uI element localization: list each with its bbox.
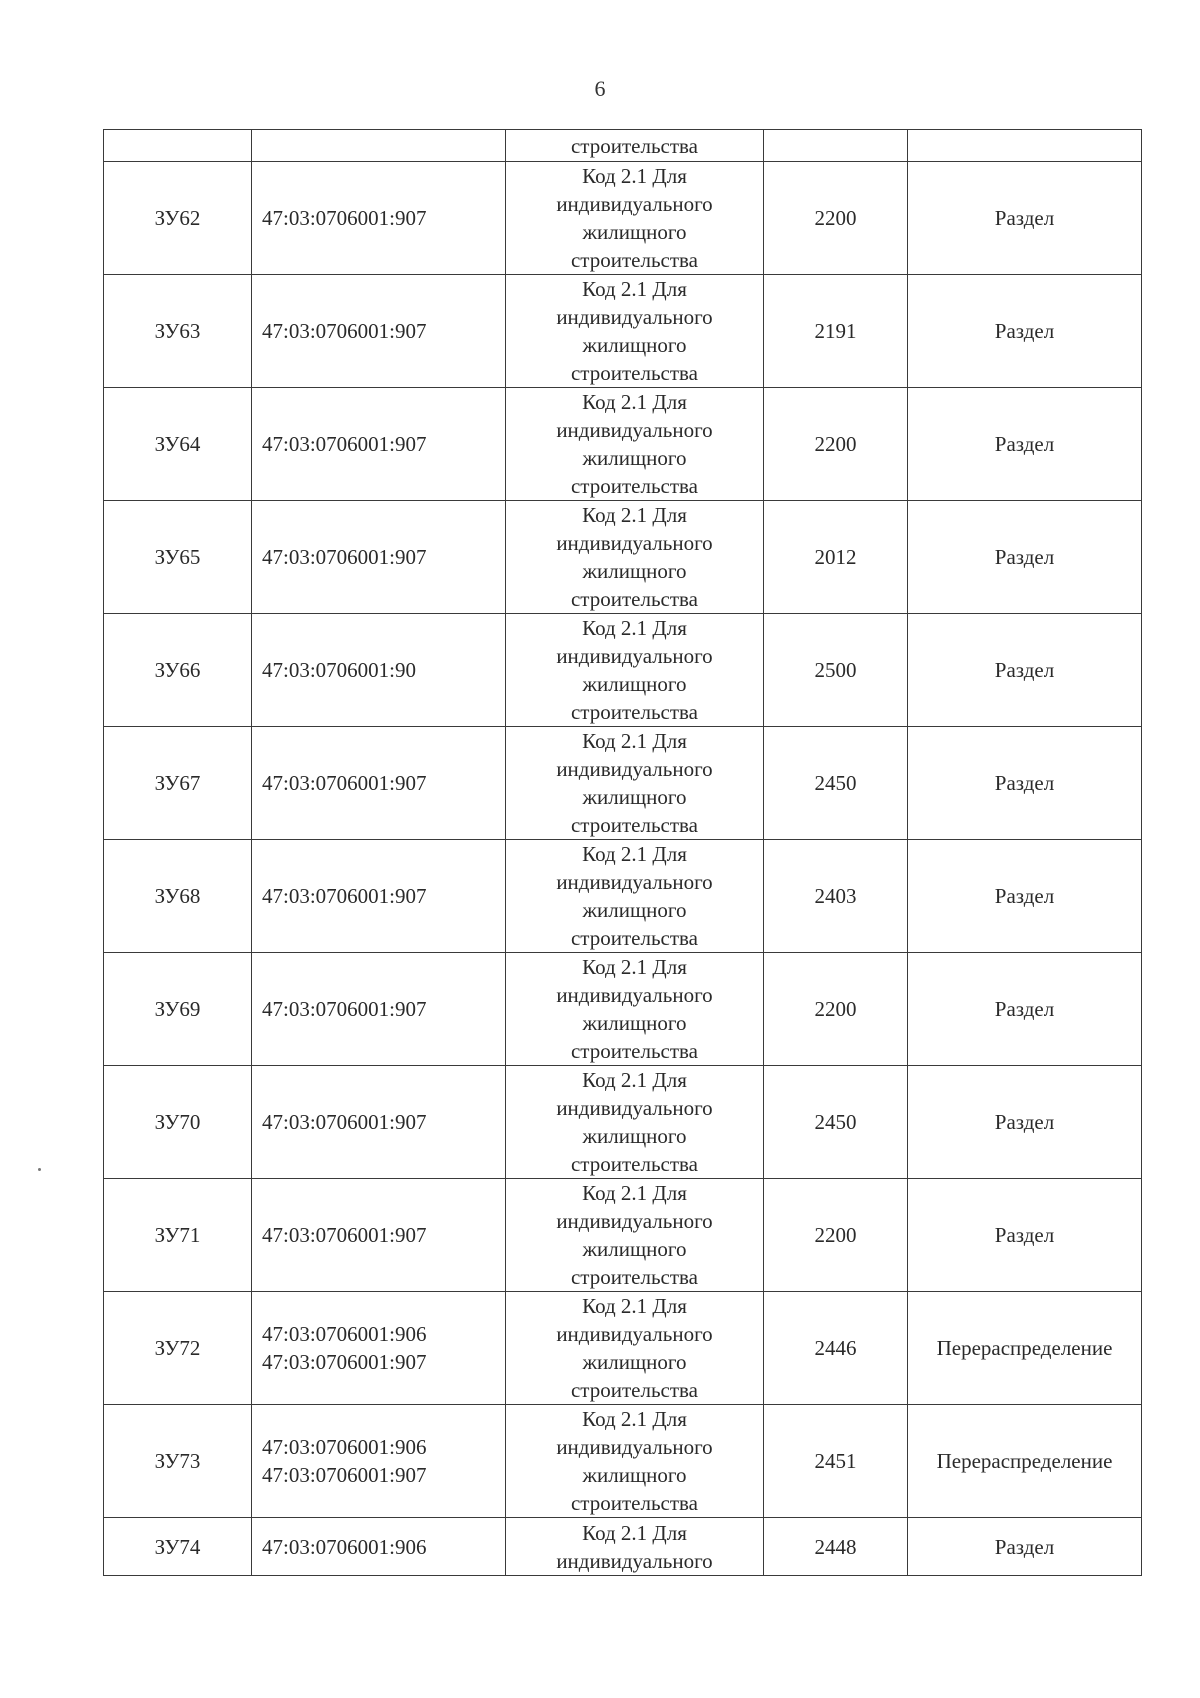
cell-area: 2200 [764, 388, 908, 501]
cell-area: 2191 [764, 275, 908, 388]
cell-permitted-use: Код 2.1 Для индивидуального жилищного строительства [506, 614, 764, 727]
cadastral-number: 47:03:0706001:907 [262, 206, 427, 230]
cadastral-number: 47:03:0706001:907 [262, 1223, 427, 1247]
cell-plot-code: ЗУ68 [104, 840, 252, 953]
cell-permitted-use: Код 2.1 Для индивидуального жилищного строительства [506, 727, 764, 840]
cell-area: 2448 [764, 1518, 908, 1576]
table-row [104, 953, 1142, 1066]
cell-cadastral-number [252, 1066, 506, 1179]
cell-formation-method: Раздел [908, 501, 1142, 614]
table-row [104, 388, 1142, 501]
cell-cadastral-number [252, 1179, 506, 1292]
cell-plot-code: ЗУ73 [104, 1405, 252, 1518]
table-row [104, 1066, 1142, 1179]
cell-area: 2500 [764, 614, 908, 727]
cell-area: 2451 [764, 1405, 908, 1518]
table-row [104, 162, 1142, 275]
cadastral-number: 47:03:0706001:907 [262, 319, 427, 343]
cell-permitted-use: Код 2.1 Для индивидуального жилищного строительства [506, 501, 764, 614]
cell-area: 2200 [764, 1179, 908, 1292]
cell-cadastral-number [252, 275, 506, 388]
cadastral-number: 47:03:0706001:90 [262, 658, 417, 682]
table-row [104, 1179, 1142, 1292]
cell-cadastral-number [252, 388, 506, 501]
cell-cadastral-number [252, 1518, 506, 1576]
cell-formation-method: Раздел [908, 614, 1142, 727]
cell-formation-method: Раздел [908, 388, 1142, 501]
cell-plot-code [104, 130, 252, 162]
land-plots-table-container [103, 129, 1141, 1576]
cell-plot-code: ЗУ69 [104, 953, 252, 1066]
cadastral-number: 47:03:0706001:906 [262, 1435, 427, 1459]
cadastral-number: 47:03:0706001:907 [262, 884, 427, 908]
cell-cadastral-number [252, 953, 506, 1066]
cell-plot-code: ЗУ70 [104, 1066, 252, 1179]
cell-permitted-use: Код 2.1 Для индивидуального жилищного строительства [506, 275, 764, 388]
cell-plot-code: ЗУ62 [104, 162, 252, 275]
cell-cadastral-number [252, 840, 506, 953]
table-row [104, 840, 1142, 953]
cell-formation-method: Раздел [908, 1179, 1142, 1292]
table-row [104, 275, 1142, 388]
cell-permitted-use: Код 2.1 Для индивидуального жилищного строительства [506, 162, 764, 275]
cell-area: 2450 [764, 727, 908, 840]
cell-formation-method: Раздел [908, 275, 1142, 388]
cell-permitted-use: Код 2.1 Для индивидуального жилищного строительства [506, 840, 764, 953]
cell-plot-code: ЗУ67 [104, 727, 252, 840]
cell-area: 2403 [764, 840, 908, 953]
cell-cadastral-number [252, 501, 506, 614]
cell-formation-method [908, 130, 1142, 162]
cell-permitted-use: Код 2.1 Для индивидуального жилищного строительства [506, 1292, 764, 1405]
cell-cadastral-number [252, 162, 506, 275]
cell-area: 2200 [764, 162, 908, 275]
cadastral-number: 47:03:0706001:906 [262, 1322, 427, 1346]
cell-formation-method: Раздел [908, 840, 1142, 953]
cell-formation-method: Перераспределение [908, 1292, 1142, 1405]
land-plots-table [103, 129, 1142, 1576]
cell-cadastral-number [252, 727, 506, 840]
cell-area [764, 130, 908, 162]
cell-cadastral-number [252, 1292, 506, 1405]
table-row [104, 501, 1142, 614]
cell-formation-method: Перераспределение [908, 1405, 1142, 1518]
cell-plot-code: ЗУ66 [104, 614, 252, 727]
cell-permitted-use: строительства [506, 130, 764, 162]
cell-permitted-use: Код 2.1 Для индивидуального жилищного строительства [506, 1179, 764, 1292]
cell-area: 2450 [764, 1066, 908, 1179]
cadastral-number: 47:03:0706001:907 [262, 771, 427, 795]
scan-speck [38, 1168, 41, 1171]
cadastral-number: 47:03:0706001:907 [262, 1110, 427, 1134]
cell-area: 2200 [764, 953, 908, 1066]
cell-permitted-use: Код 2.1 Для индивидуального жилищного строительства [506, 953, 764, 1066]
cadastral-number: 47:03:0706001:907 [262, 432, 427, 456]
table-row [104, 614, 1142, 727]
table-row [104, 727, 1142, 840]
cadastral-number: 47:03:0706001:907 [262, 1463, 427, 1487]
cell-permitted-use: Код 2.1 Для индивидуального [506, 1518, 764, 1576]
cadastral-number: 47:03:0706001:907 [262, 997, 427, 1021]
cell-plot-code: ЗУ64 [104, 388, 252, 501]
cell-plot-code: ЗУ71 [104, 1179, 252, 1292]
table-row [104, 1292, 1142, 1405]
cell-plot-code: ЗУ65 [104, 501, 252, 614]
table-row-continued [104, 130, 1142, 162]
table-body [104, 130, 1142, 1576]
cell-permitted-use: Код 2.1 Для индивидуального жилищного строительства [506, 1405, 764, 1518]
table-row [104, 1405, 1142, 1518]
cell-formation-method: Раздел [908, 1066, 1142, 1179]
cell-area: 2446 [764, 1292, 908, 1405]
cell-formation-method: Раздел [908, 1518, 1142, 1576]
cadastral-number: 47:03:0706001:907 [262, 545, 427, 569]
cell-formation-method: Раздел [908, 162, 1142, 275]
cell-permitted-use: Код 2.1 Для индивидуального жилищного строительства [506, 388, 764, 501]
cell-plot-code: ЗУ74 [104, 1518, 252, 1576]
table-row [104, 1518, 1142, 1576]
cell-plot-code: ЗУ72 [104, 1292, 252, 1405]
cadastral-number: 47:03:0706001:907 [262, 1350, 427, 1374]
cell-cadastral-number [252, 130, 506, 162]
cell-formation-method: Раздел [908, 727, 1142, 840]
cell-cadastral-number [252, 614, 506, 727]
cell-area: 2012 [764, 501, 908, 614]
cell-permitted-use: Код 2.1 Для индивидуального жилищного строительства [506, 1066, 764, 1179]
cadastral-number: 47:03:0706001:906 [262, 1534, 427, 1559]
cell-formation-method: Раздел [908, 953, 1142, 1066]
page-number: 6 [594, 76, 606, 101]
cell-plot-code: ЗУ63 [104, 275, 252, 388]
cell-cadastral-number [252, 1405, 506, 1518]
